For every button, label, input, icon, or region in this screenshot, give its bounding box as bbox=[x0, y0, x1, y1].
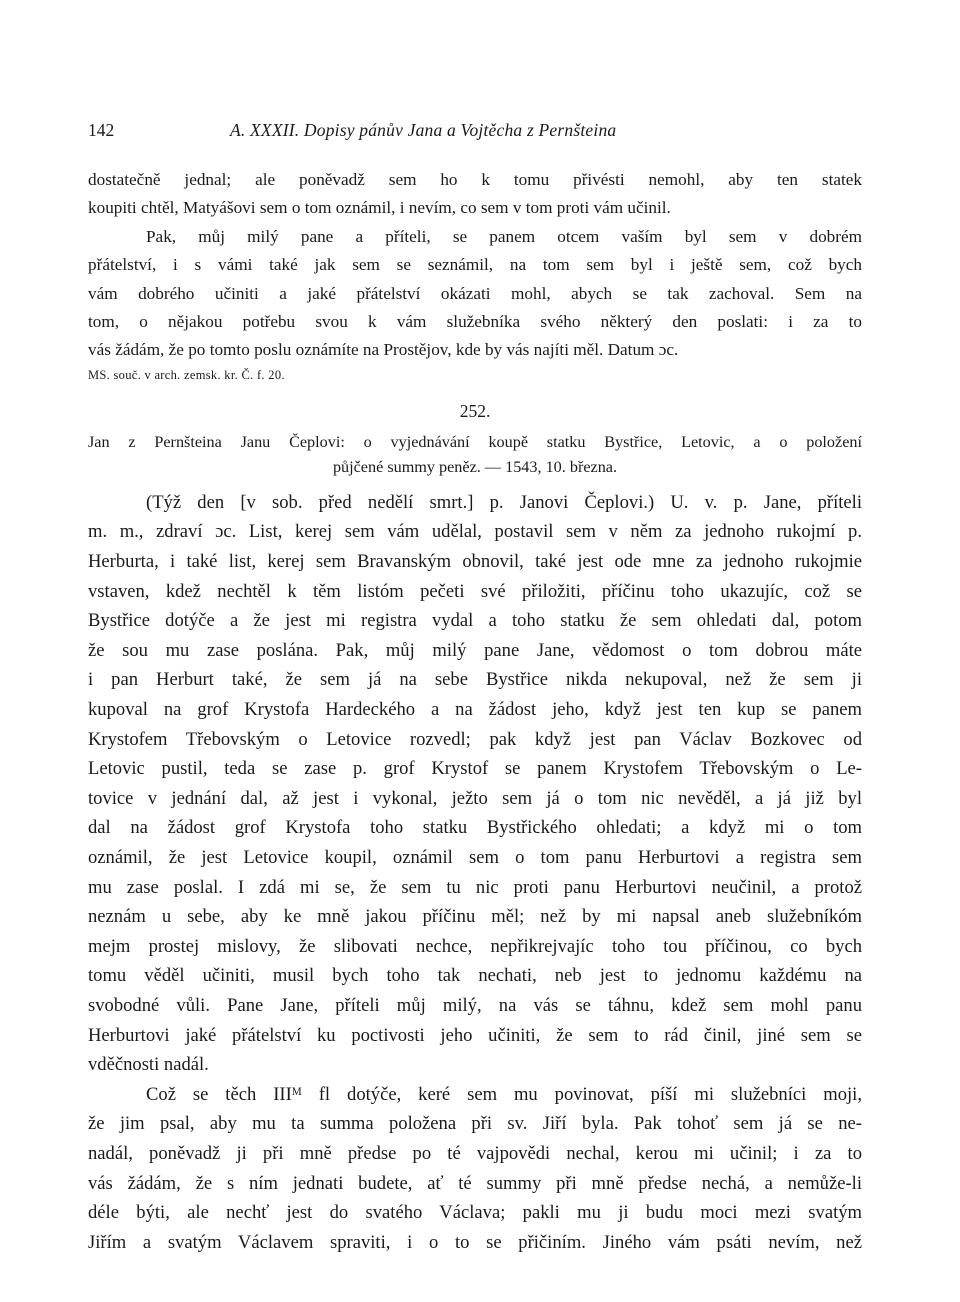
text-line: svobodné vůli. Pane Jane, příteli můj milý, na vás se táhnu, kdež sem mohl panu bbox=[88, 994, 862, 1016]
text-line: dal na žádost grof Krystofa toho statku Bystřického ohledati; a když mi o tom bbox=[88, 817, 862, 839]
text-line: že jim psal, aby mu ta summa položena při sv. Jiří byla. Pak tohoť sem já se ne- bbox=[88, 1113, 862, 1135]
page-number: 142 bbox=[88, 120, 115, 140]
running-head bbox=[88, 112, 862, 148]
text-line: vás žádám, že s ním jednati budete, ať té summy při mně předse nechá, a nemůže-li bbox=[88, 1172, 862, 1194]
document-summary bbox=[88, 430, 862, 480]
source-note: MS. souč. v arch. zemsk. kr. Č. f. 20. bbox=[88, 367, 285, 382]
text-line: nadál, poněvadž ji při mně předse po té vajpovědi nechal, kerou mi učinil; i za to bbox=[88, 1142, 862, 1164]
text-line: Herburtovi jaké přátelství ku poctivosti jeho učiniti, že sem to rád činil, jiné sem se bbox=[88, 1024, 862, 1046]
text-line: déle býti, ale nechť jest do svatého Václava; pakli mu ji budu moci mezi svatým bbox=[88, 1202, 862, 1224]
paragraph-continued bbox=[88, 166, 862, 223]
text-line: tovice v jednání dal, až jest i vykonal, ježto sem já o tom nic nevěděl, a já již byl bbox=[88, 787, 862, 809]
summary-line: Jan z Pernšteina Janu Čeplovi: o vyjednávání koupě statku Bystřice, Letovic, a o položení bbox=[88, 432, 862, 451]
text-line: m. m., zdraví ɔc. List, kerej sem vám udělal, postavil sem v něm za jednoho rukojmí p. bbox=[88, 521, 862, 543]
text-line: (Týž den [v sob. před nedělí smrt.] p. Janovi Čeplovi.) U. v. p. Jane, příteli bbox=[146, 491, 862, 513]
document-page bbox=[88, 112, 862, 1257]
text-line: i pan Herburt také, že sem já na sebe Bystřice nikda nekupoval, než že sem ji bbox=[88, 669, 862, 691]
text-line: Pak, můj milý pane a příteli, se panem otcem vaším byl sem v dobrém bbox=[146, 226, 862, 246]
text-line: vám dobrého učiniti a jaké přátelství okázati mohl, abych se tak zachoval. Sem na bbox=[88, 283, 862, 303]
text-line: vděčnosti nadál. bbox=[88, 1054, 209, 1076]
letter-paragraph bbox=[88, 1080, 862, 1258]
paragraph-closing bbox=[88, 223, 862, 365]
text-line: mejm prostej mislovy, že slibovati nechce, nepřikrejvajíc toho tou příčinou, co bych bbox=[88, 935, 862, 957]
text-line: Herburta, i také list, kerej sem Bravanským obnovil, také jest ode mne za jednoho rukojmie bbox=[88, 551, 862, 573]
text-line: Což se těch IIIᴹ fl dotýče, keré sem mu povinovat, píší mi služebníci moji, bbox=[146, 1083, 862, 1105]
text-line: že sou mu zase poslána. Pak, můj milý pane Jane, vědomost o tom dobrou máte bbox=[88, 639, 862, 661]
text-line: Jiřím a svatým Václavem spraviti, i o to se přičiním. Jiného vám psáti nevím, než bbox=[88, 1231, 862, 1253]
running-title: A. XXXII. Dopisy pánův Jana a Vojtěcha z Pernšteina bbox=[230, 120, 617, 140]
text-line: Letovic pustil, teda se zase p. grof Krystof se panem Krystofem Třebovským o Le- bbox=[88, 758, 862, 780]
summary-line: půjčené summy peněz. — 1543, 10. března. bbox=[332, 457, 618, 476]
text-line: přátelství, i s vámi také jak sem se seznámil, na tom sem byl i ještě sem, což bych bbox=[88, 255, 862, 275]
text-line: tom, o nějakou potřebu svou k vám služebníka svého některý den poslati: i za to bbox=[88, 312, 862, 332]
text-line: mu zase poslal. I zdá mi se, že sem tu nic proti panu Herburtovi neučinil, a protož bbox=[88, 876, 862, 898]
text-line: koupiti chtěl, Matyášovi sem o tom oznámil, i nevím, co sem v tom proti vám učinil. bbox=[88, 198, 671, 218]
text-line: dostatečně jednal; ale poněvadž sem ho k tomu přivésti nemohl, aby ten statek bbox=[88, 170, 862, 189]
text-line: tomu věděl učiniti, musil bych toho tak nechati, neb jest to jednomu každému na bbox=[88, 965, 862, 987]
letter-paragraph bbox=[88, 488, 862, 1080]
text-line: Krystofem Třebovským o Letovice rozvedl; pak když jest pan Václav Bozkovec od bbox=[88, 728, 862, 750]
text-line: Bystřice dotýče a že jest mi registra vydal a toho statku že sem ohledati dal, potom bbox=[88, 610, 862, 632]
text-line: oznámil, že jest Letovice koupil, oznámil sem o tom panu Herburtovi a registra sem bbox=[88, 846, 862, 868]
text-line: vstaven, kdež nechtěl k těm listóm pečeti své přiložiti, příčinu toho ukazujíc, což se bbox=[88, 580, 862, 602]
document-number: 252. bbox=[459, 400, 491, 421]
text-line: kupoval na grof Krystofa Hardeckého a na žádost jeho, když jest ten kup se panem bbox=[88, 699, 862, 720]
text-line: neznám u sebe, aby ke mně jakou příčinu měl; než by mi napsal aneb služebníkóm bbox=[88, 906, 862, 928]
text-line: vás žádám, že po tomto poslu oznámíte na Prostějov, kde by vás najíti měl. Datum ɔc. bbox=[88, 340, 679, 360]
